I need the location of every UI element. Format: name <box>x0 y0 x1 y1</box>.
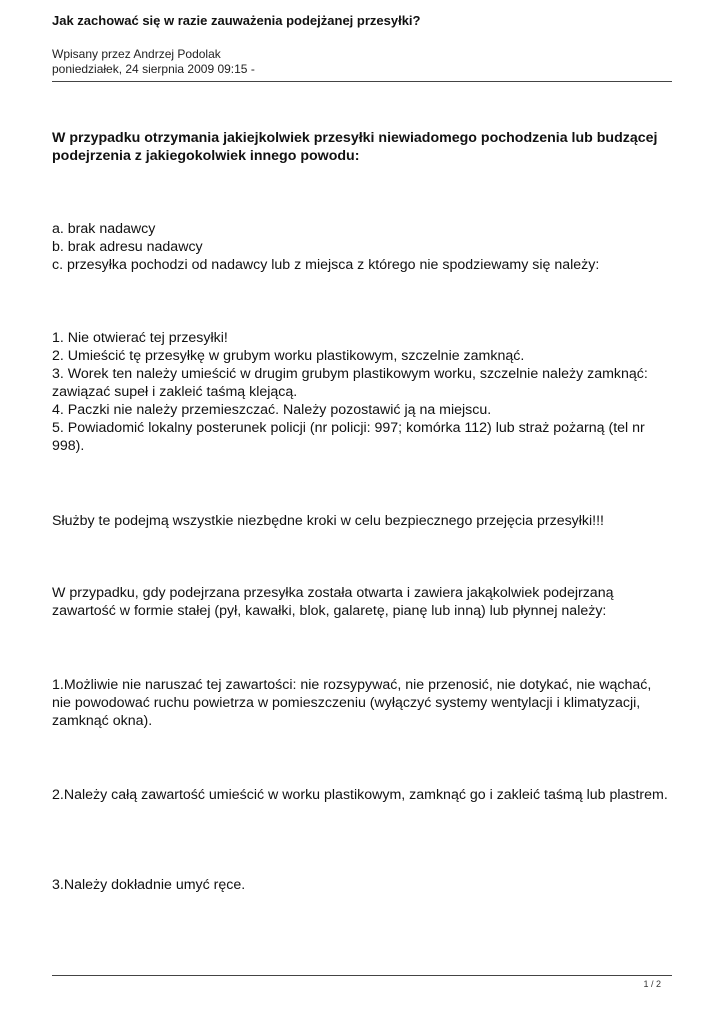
page-title: Jak zachować się w razie zauważenia podejżanej przesyłki? <box>52 13 421 28</box>
list-item: 2. Umieścić tę przesyłkę w grubym worku plastikowym, szczelnie zamknąć. <box>52 348 525 364</box>
article-meta <box>52 47 672 77</box>
footer-divider <box>52 975 672 976</box>
page-number: 1 / 2 <box>643 979 661 989</box>
header-divider <box>52 81 672 82</box>
list-item: 1. Nie otwierać tej przesyłki! <box>52 330 228 346</box>
page-header <box>52 12 672 77</box>
list-item: 4. Paczki nie należy przemieszczać. Należy pozostawić ją na miejscu. <box>52 402 492 418</box>
opened-step-1: 1.Możliwie nie naruszać tej zawartości: nie rozsypywać, nie przenosić, nie dotykać, nie wąchać, nie powodować ruchu powietrza w pomieszczeniu (wyłączyć systemy wentylacji i klimatyzacji, zamknąć okna). <box>52 677 652 729</box>
conditions-list <box>52 220 672 274</box>
list-item: 3. Worek ten należy umieścić w drugim grubym plastikowym worku, szczelnie należy zamknąć: zawiązać supeł i zakleić taśmą klejącą. <box>52 366 648 400</box>
list-item: b. brak adresu nadawcy <box>52 239 203 255</box>
list-item: 5. Powiadomić lokalny posterunek policji (nr policji: 997; komórka 112) lub straż pożarną (tel nr 998). <box>52 420 645 454</box>
author-line: Wpisany przez Andrzej Podolak <box>52 47 221 61</box>
list-item: a. brak nadawcy <box>52 221 156 237</box>
intro-paragraph: W przypadku otrzymania jakiejkolwiek przesyłki niewiadomego pochodzenia lub budzącej podejrzenia z jakiegokolwiek innego powodu: <box>52 130 658 164</box>
opened-intro-paragraph: W przypadku, gdy podejrzana przesyłka została otwarta i zawiera jakąkolwiek podejrzaną zawartość w formie stałej (pył, kawałki, blok, galaretę, pianę lub inną) lub płynnej należy: <box>52 585 614 619</box>
opened-step-2: 2.Należy całą zawartość umieścić w worku plastikowym, zamknąć go i zakleić taśmą lub plastrem. <box>52 787 668 803</box>
date-line: poniedziałek, 24 sierpnia 2009 09:15 - <box>52 62 255 76</box>
steps-list <box>52 329 672 455</box>
list-item: c. przesyłka pochodzi od nadawcy lub z miejsca z którego nie spodziewamy się należy: <box>52 257 600 273</box>
services-note: Służby te podejmą wszystkie niezbędne kroki w celu bezpiecznego przejęcia przesyłki!!! <box>52 513 605 529</box>
opened-step-3: 3.Należy dokładnie umyć ręce. <box>52 877 246 893</box>
